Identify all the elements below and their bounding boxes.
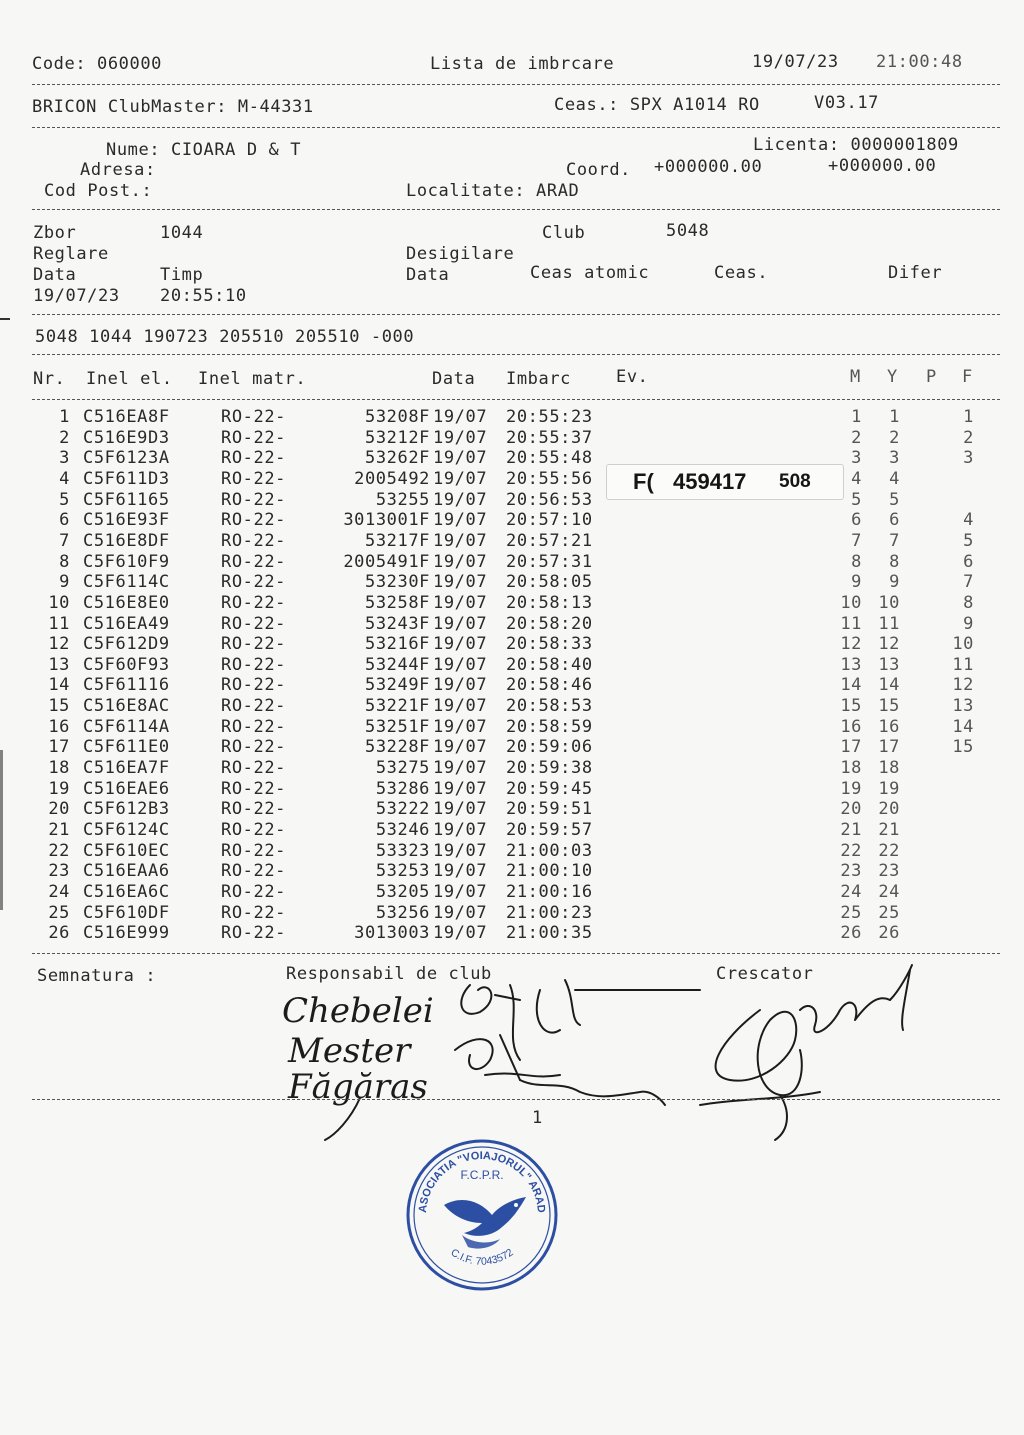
row-number: 23: [48, 861, 70, 882]
rank-y: 13: [878, 654, 900, 675]
ring-number: 53262F: [364, 448, 430, 469]
arrival-time: 20:57:31: [506, 551, 593, 572]
electronic-ring: C516EA8F: [83, 407, 170, 427]
electronic-ring: C516EA7F: [83, 758, 170, 779]
arrival-time: 21:00:10: [506, 861, 593, 882]
row-number: 13: [48, 654, 70, 675]
row-number: 5: [59, 489, 70, 510]
row-number: 1: [59, 407, 70, 427]
arrival-time: 21:00:35: [506, 923, 593, 944]
arrival-date: 19/07: [433, 634, 488, 655]
electronic-ring: C516E9D3: [83, 427, 170, 448]
reglare-label: Reglare: [33, 244, 109, 264]
ring-prefix: RO-22-: [221, 407, 287, 427]
arrival-time: 20:55:23: [506, 407, 593, 427]
rank-m: 7: [851, 530, 862, 551]
edge-mark: [0, 318, 10, 320]
electronic-ring: C516EA6C: [83, 881, 170, 902]
ring-prefix: RO-22-: [221, 737, 287, 758]
col-nr: Nr.: [33, 369, 66, 389]
svg-text:C.I.F. 7043572: [448, 1246, 515, 1267]
ring-prefix: RO-22-: [221, 592, 287, 613]
arrival-date: 19/07: [433, 572, 488, 593]
arrival-date: 19/07: [433, 675, 488, 696]
arrival-date: 19/07: [433, 902, 488, 923]
arrival-time: 20:59:38: [506, 758, 593, 779]
ring-prefix: RO-22-: [221, 654, 287, 675]
ring-prefix: RO-22-: [221, 634, 287, 655]
electronic-ring: C5F6124C: [83, 820, 170, 840]
arrival-time: 20:55:48: [506, 448, 593, 469]
ring-number: 53249F: [364, 675, 430, 696]
report-code: Code: 060000: [32, 54, 163, 74]
row-number: 19: [48, 778, 70, 799]
seal-text-bottom: C.I.F. 7043572: [448, 1246, 516, 1268]
row-number: 8: [59, 551, 70, 572]
rank-y: 18: [878, 758, 900, 779]
rank-f: 13: [952, 696, 974, 717]
ring-prefix: RO-22-: [221, 923, 287, 944]
clock-id: Ceas.: SPX A1014 RO: [554, 95, 760, 115]
rank-f: 1: [963, 407, 974, 427]
coord-value-2: +000000.00: [828, 156, 937, 176]
ring-prefix: RO-22-: [221, 758, 287, 779]
rank-y: 19: [878, 778, 900, 799]
col-ring-electronic: Inel el.: [86, 369, 173, 389]
arrival-time: 20:58:05: [506, 572, 593, 593]
ring-number: 53258F: [364, 592, 430, 613]
coord-value-1: +000000.00: [654, 157, 763, 177]
electronic-ring: C5F610EC: [83, 840, 170, 861]
ring-prefix: RO-22-: [221, 696, 287, 717]
rank-m: 23: [840, 861, 862, 882]
ring-number: 53216F: [364, 634, 430, 655]
electronic-ring: C516E93F: [83, 510, 170, 531]
seal-text-top: ASOCIATIA "VOIAJORUL" ARAD: [416, 1149, 548, 1214]
ring-prefix: RO-22-: [221, 468, 287, 489]
ring-number: 53286: [375, 778, 430, 799]
signature-label: Semnatura :: [37, 966, 157, 986]
arrival-time: 21:00:03: [506, 840, 593, 861]
col-basketing: Imbarc: [506, 369, 572, 389]
electronic-ring: C5F61165: [83, 489, 170, 510]
row-number: 18: [48, 758, 70, 779]
ring-number: 3013003: [354, 923, 430, 944]
ring-number: 53244F: [364, 654, 430, 675]
ring-prefix: RO-22-: [221, 427, 287, 448]
arrival-date: 19/07: [433, 592, 488, 613]
electronic-ring: C516E999: [83, 923, 170, 944]
row-number: 21: [48, 820, 70, 840]
col-f: F: [962, 367, 973, 387]
arrival-date: 19/07: [433, 613, 488, 634]
desigilare-label: Desigilare: [406, 244, 515, 264]
ring-number: 53275: [375, 758, 430, 779]
electronic-ring: C516E8DF: [83, 530, 170, 551]
club-responsible-label: Responsabil de club: [286, 964, 492, 984]
arrival-time: 20:57:21: [506, 530, 593, 551]
rank-m: 1: [851, 407, 862, 427]
rank-m: 22: [840, 840, 862, 861]
handwritten-name-2: Mester: [288, 1031, 411, 1071]
association-seal: [402, 1135, 562, 1295]
rank-f: 6: [963, 551, 974, 572]
rank-m: 20: [840, 799, 862, 820]
rank-m: 15: [840, 696, 862, 717]
report-date: 19/07/23: [752, 52, 839, 72]
sticker-number: 459417: [673, 469, 747, 494]
dove-icon: [444, 1197, 526, 1249]
rank-f: 15: [952, 737, 974, 758]
breeder-label: Crescator: [716, 964, 814, 984]
rank-m: 9: [851, 572, 862, 593]
ring-number: 53323: [375, 840, 430, 861]
electronic-ring: C5F6123A: [83, 448, 170, 469]
locality: Localitate: ARAD: [406, 181, 580, 201]
arrival-time: 20:58:20: [506, 613, 593, 634]
arrival-time: 20:59:57: [506, 820, 593, 840]
ring-number: 53221F: [364, 696, 430, 717]
rank-m: 12: [840, 634, 862, 655]
report-time: 21:00:48: [876, 52, 963, 72]
electronic-ring: C5F60F93: [83, 654, 170, 675]
rank-y: 23: [878, 861, 900, 882]
col-p: P: [926, 367, 937, 387]
arrival-time: 20:58:33: [506, 634, 593, 655]
rank-m: 21: [840, 820, 862, 840]
rank-f: 4: [963, 510, 974, 531]
rank-y: 14: [878, 675, 900, 696]
rank-f: 7: [963, 572, 974, 593]
rank-y: 8: [889, 551, 900, 572]
rank-y: 12: [878, 634, 900, 655]
arrival-date: 19/07: [433, 881, 488, 902]
date-label-2: Data: [406, 265, 450, 285]
postal-code-label: Cod Post.:: [44, 181, 153, 201]
arrival-time: 20:55:37: [506, 427, 593, 448]
ring-prefix: RO-22-: [221, 530, 287, 551]
ring-number: 3013001F: [343, 510, 430, 531]
rank-m: 8: [851, 551, 862, 572]
ring-number: 53256: [375, 902, 430, 923]
electronic-ring: C5F612B3: [83, 799, 170, 820]
rank-y: 10: [878, 592, 900, 613]
electronic-ring: C516EAA6: [83, 861, 170, 882]
arrival-time: 20:58:46: [506, 675, 593, 696]
row-number: 17: [48, 737, 70, 758]
col-y: Y: [887, 367, 898, 387]
ring-prefix: RO-22-: [221, 551, 287, 572]
clubmaster-id: BRICON ClubMaster: M-44331: [32, 97, 314, 117]
arrival-time: 20:58:53: [506, 696, 593, 717]
row-number: 11: [48, 613, 70, 634]
rank-m: 6: [851, 510, 862, 531]
ring-prefix: RO-22-: [221, 572, 287, 593]
rank-m: 26: [840, 923, 862, 944]
rank-m: 19: [840, 778, 862, 799]
arrival-date: 19/07: [433, 427, 488, 448]
ring-prefix: RO-22-: [221, 840, 287, 861]
electronic-ring: C5F6114A: [83, 716, 170, 737]
firmware-version: V03.17: [814, 93, 880, 113]
ring-prefix: RO-22-: [221, 778, 287, 799]
rank-m: 25: [840, 902, 862, 923]
row-number: 4: [59, 468, 70, 489]
rank-f: 9: [963, 613, 974, 634]
row-number: 20: [48, 799, 70, 820]
arrival-date: 19/07: [433, 551, 488, 572]
rank-y: 7: [889, 530, 900, 551]
arrival-time: 20:58:59: [506, 716, 593, 737]
arrival-date: 19/07: [433, 530, 488, 551]
electronic-ring: C516EAE6: [83, 778, 170, 799]
rank-m: 10: [840, 592, 862, 613]
handwritten-name-3: Făgăras: [288, 1067, 428, 1107]
rank-f: 11: [952, 654, 974, 675]
arrival-date: 19/07: [433, 799, 488, 820]
col-date: Data: [432, 369, 476, 389]
rank-f: 3: [963, 448, 974, 469]
row-number: 25: [48, 902, 70, 923]
arrival-time: 21:00:16: [506, 881, 593, 902]
rank-y: 26: [878, 923, 900, 944]
sticker-prefix: F(: [633, 469, 654, 494]
clock-label: Ceas.: [714, 263, 769, 283]
row-number: 9: [59, 572, 70, 593]
row-number: 16: [48, 716, 70, 737]
rank-f: 12: [952, 675, 974, 696]
rank-y: 24: [878, 881, 900, 902]
ring-number: 53205: [375, 881, 430, 902]
row-number: 3: [59, 448, 70, 469]
rank-m: 3: [851, 448, 862, 469]
flight-number: 1044: [160, 223, 204, 243]
electronic-ring: C5F611D3: [83, 468, 170, 489]
ring-prefix: RO-22-: [221, 716, 287, 737]
divider: [32, 1099, 1000, 1100]
electronic-ring: C516E8E0: [83, 592, 170, 613]
electronic-ring: C5F6114C: [83, 572, 170, 593]
ring-number: 2005492: [354, 468, 430, 489]
ring-number: 53243F: [364, 613, 430, 634]
electronic-ring: C5F611E0: [83, 737, 170, 758]
arrival-date: 19/07: [433, 489, 488, 510]
electronic-ring: C516EA49: [83, 613, 170, 634]
ring-prefix: RO-22-: [221, 820, 287, 840]
arrival-date: 19/07: [433, 840, 488, 861]
page-number: 1: [532, 1108, 543, 1128]
rank-m: 2: [851, 427, 862, 448]
date-label: Data: [33, 265, 77, 285]
ring-prefix: RO-22-: [221, 799, 287, 820]
rank-y: 5: [889, 489, 900, 510]
rank-m: 5: [851, 489, 862, 510]
rank-f: 8: [963, 592, 974, 613]
row-number: 10: [48, 592, 70, 613]
ring-prefix: RO-22-: [221, 448, 287, 469]
rank-y: 11: [878, 613, 900, 634]
col-event: Ev.: [616, 367, 649, 387]
arrival-date: 19/07: [433, 510, 488, 531]
rank-y: 22: [878, 840, 900, 861]
ring-prefix: RO-22-: [221, 510, 287, 531]
address-label: Adresa:: [80, 160, 156, 180]
arrival-date: 19/07: [433, 448, 488, 469]
ring-number: 53222: [375, 799, 430, 820]
arrival-time: 20:59:06: [506, 737, 593, 758]
arrival-date: 19/07: [433, 407, 488, 427]
arrival-date: 19/07: [433, 696, 488, 717]
coord-label: Coord.: [566, 160, 632, 180]
sticker-suffix: 508: [779, 471, 811, 492]
ring-number: 53255: [375, 489, 430, 510]
rank-f: 2: [963, 427, 974, 448]
rank-m: 14: [840, 675, 862, 696]
difference-label: Difer: [888, 263, 943, 283]
rank-m: 4: [851, 468, 862, 489]
rank-y: 3: [889, 448, 900, 469]
rank-y: 21: [878, 820, 900, 840]
row-number: 24: [48, 881, 70, 902]
arrival-date: 19/07: [433, 468, 488, 489]
ring-number: 2005491F: [343, 551, 430, 572]
rank-m: 24: [840, 881, 862, 902]
rank-y: 20: [878, 799, 900, 820]
ring-prefix: RO-22-: [221, 489, 287, 510]
rank-m: 18: [840, 758, 862, 779]
ring-prefix: RO-22-: [221, 613, 287, 634]
club-number: 5048: [666, 221, 710, 241]
rank-m: 13: [840, 654, 862, 675]
rank-y: 15: [878, 696, 900, 717]
ring-prefix: RO-22-: [221, 675, 287, 696]
rank-m: 16: [840, 716, 862, 737]
regulation-date: 19/07/23: [33, 286, 120, 306]
rank-y: 6: [889, 510, 900, 531]
rank-y: 25: [878, 902, 900, 923]
row-number: 15: [48, 696, 70, 717]
arrival-date: 19/07: [433, 861, 488, 882]
ring-number: 53212F: [364, 427, 430, 448]
ring-number: 53251F: [364, 716, 430, 737]
electronic-ring: C5F612D9: [83, 634, 170, 655]
arrival-date: 19/07: [433, 820, 488, 840]
col-ring-matriculation: Inel matr.: [198, 369, 307, 389]
rank-y: 4: [889, 468, 900, 489]
rank-m: 11: [840, 613, 862, 634]
rank-y: 16: [878, 716, 900, 737]
license-number: Licenta: 0000001809: [753, 135, 959, 155]
flight-label: Zbor: [33, 223, 77, 243]
arrival-date: 19/07: [433, 716, 488, 737]
arrival-time: 20:59:45: [506, 778, 593, 799]
atomic-clock-label: Ceas atomic: [530, 263, 650, 283]
row-number: 12: [48, 634, 70, 655]
arrival-time: 20:55:56: [506, 468, 593, 489]
electronic-ring: C5F61116: [83, 675, 170, 696]
time-label: Timp: [160, 265, 204, 285]
ring-number: 53208F: [364, 407, 430, 427]
row-number: 6: [59, 510, 70, 531]
arrival-time: 21:00:23: [506, 902, 593, 923]
club-label: Club: [542, 223, 586, 243]
owner-name: Nume: CIOARA D & T: [106, 140, 302, 160]
ring-number: 53230F: [364, 572, 430, 593]
ring-prefix: RO-22-: [221, 881, 287, 902]
handwritten-name-1: Chebelei: [282, 991, 434, 1031]
rank-f: 14: [952, 716, 974, 737]
ring-number: 53253: [375, 861, 430, 882]
ring-number: 53228F: [364, 737, 430, 758]
rank-y: 1: [889, 407, 900, 427]
row-number: 14: [48, 675, 70, 696]
electronic-ring: C516E8AC: [83, 696, 170, 717]
edge-mark: [0, 750, 3, 910]
ring-number: 53217F: [364, 530, 430, 551]
arrival-date: 19/07: [433, 737, 488, 758]
arrival-time: 20:58:13: [506, 592, 593, 613]
arrival-date: 19/07: [433, 923, 488, 944]
summary-line: 5048 1044 190723 205510 205510 -000: [35, 327, 415, 347]
rank-y: 2: [889, 427, 900, 448]
rank-f: 10: [952, 634, 974, 655]
arrival-date: 19/07: [433, 778, 488, 799]
regulation-time: 20:55:10: [160, 286, 247, 306]
row-number: 2: [59, 427, 70, 448]
col-m: M: [850, 367, 861, 387]
row-number: 7: [59, 530, 70, 551]
rank-f: 5: [963, 530, 974, 551]
electronic-ring: C5F610F9: [83, 551, 170, 572]
arrival-time: 20:56:53: [506, 489, 593, 510]
arrival-date: 19/07: [433, 654, 488, 675]
row-number: 26: [48, 923, 70, 944]
ring-prefix: RO-22-: [221, 902, 287, 923]
arrival-date: 19/07: [433, 758, 488, 779]
rank-y: 9: [889, 572, 900, 593]
ring-prefix: RO-22-: [221, 861, 287, 882]
row-number: 22: [48, 840, 70, 861]
arrival-time: 20:58:40: [506, 654, 593, 675]
report-title: Lista de imbrcare: [430, 54, 615, 74]
arrival-time: 20:57:10: [506, 510, 593, 531]
ring-number: 53246: [375, 820, 430, 840]
rank-y: 17: [878, 737, 900, 758]
arrival-time: 20:59:51: [506, 799, 593, 820]
rank-m: 17: [840, 737, 862, 758]
electronic-ring: C5F610DF: [83, 902, 170, 923]
seal-text-mid: F.C.P.R.: [460, 1168, 504, 1182]
